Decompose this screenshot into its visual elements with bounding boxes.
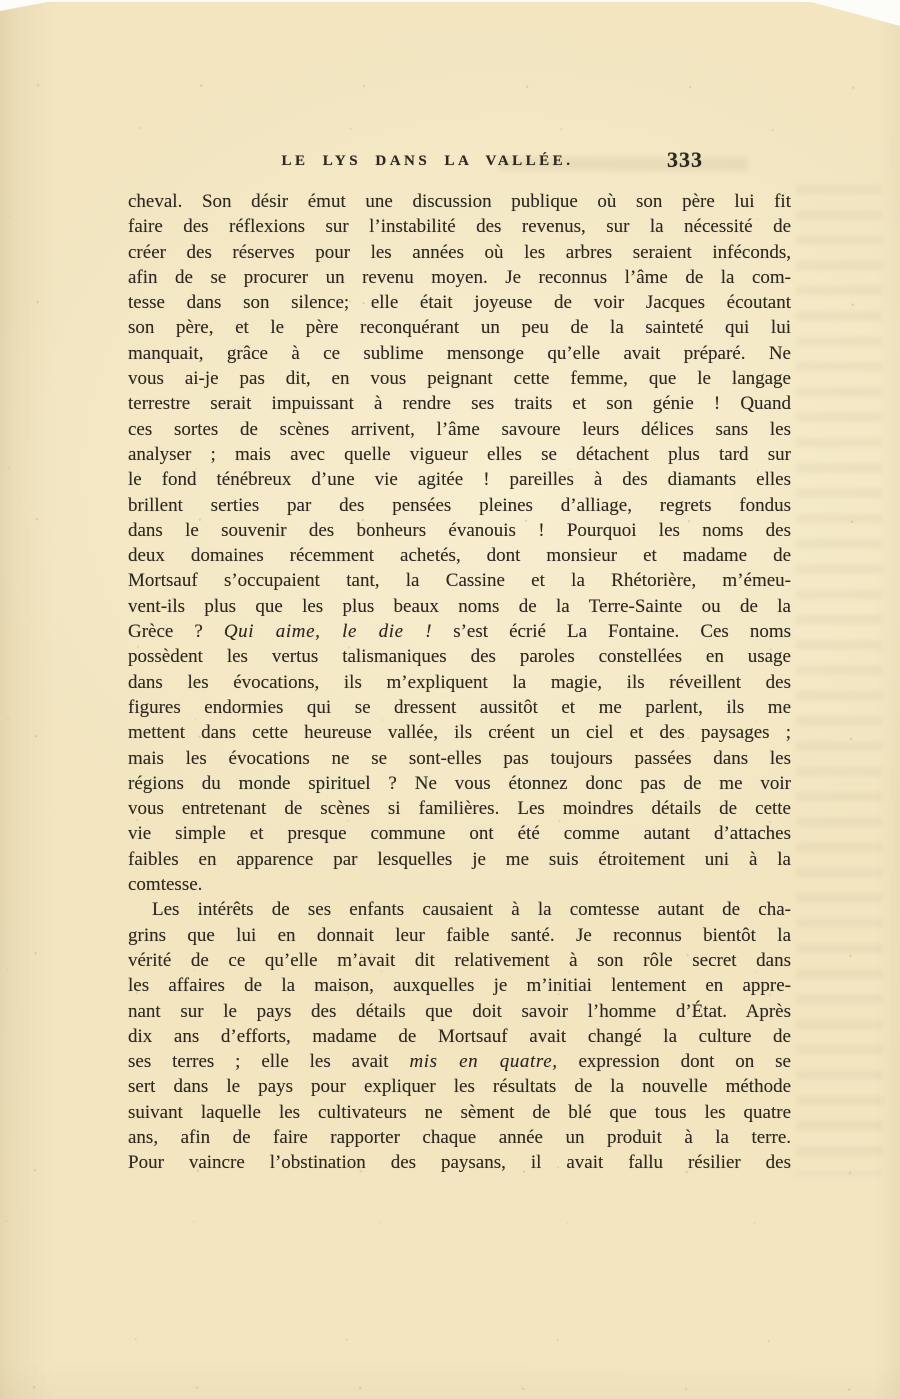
body-text	[128, 189, 791, 1176]
text-segment: ses terres ; elle les avait	[128, 1051, 410, 1073]
italic-phrase: Qui aime, le die !	[223, 621, 433, 643]
text-segment: Grèce ?	[128, 621, 224, 643]
text-line: vent-ils plus que les plus beaux noms de la Terre-Sainte ou de la	[128, 595, 791, 617]
text-line: figures endormies qui se dressent aussitôt et me parlent, ils me	[128, 696, 791, 718]
text-line: manquait, grâce à ce sublime mensonge qu’elle avait préparé. Ne	[128, 342, 791, 364]
text-line: ans, afin de faire rapporter chaque année un produit à la terre.	[128, 1126, 791, 1148]
text-line: nant sur le pays des détails que doit savoir l’homme d’État. Après	[128, 1000, 791, 1022]
text-line: mais les évocations ne se sont-elles pas toujours passées dans les	[128, 747, 791, 769]
header-title: LE LYS DANS LA VALLÉE.	[281, 153, 574, 169]
text-line: deux domaines récemment achetés, dont monsieur et madame de	[128, 545, 791, 567]
text-line: brillent serties par des pensées pleines d’alliage, regrets fondus	[128, 494, 791, 516]
text-line	[128, 619, 791, 644]
text-line: possèdent les vertus talismaniques des paroles constellées en usage	[128, 646, 791, 668]
text-line: sert dans le pays pour expliquer les résultats de la nouvelle méthode	[128, 1076, 791, 1098]
text-line: Pour vaincre l’obstination des paysans, il avait fallu résilier des	[128, 1152, 791, 1174]
text-line: grins que lui en donnait leur faible santé. Je reconnus bientôt la	[128, 924, 791, 946]
scan-edge-top	[0, 0, 900, 2]
text-line: son père, et le père reconquérant un peu de la sainteté qui lui	[128, 317, 791, 339]
text-line: comtesse.	[128, 874, 203, 896]
text-line: vous ai-je pas dit, en vous peignant cette femme, que le langage	[128, 368, 791, 390]
text-line: vérité de ce qu’elle m’avait dit relativement à son rôle secret dans	[128, 949, 791, 971]
text-line: terrestre serait impuissant à rendre ses traits et son génie ! Quand	[128, 393, 791, 415]
text-line: les affaires de la maison, auxquelles je m’initiai lentement en appre-	[128, 975, 791, 997]
text-line: dans le souvenir des bonheurs évanouis ! Pourquoi les noms des	[128, 519, 791, 541]
text-line: afin de se procurer un revenu moyen. Je reconnus l’âme de la com-	[128, 266, 791, 288]
text-line: tesse dans son silence; elle était joyeuse de voir Jacques écoutant	[128, 292, 791, 314]
text-line: cheval. Son désir émut une discussion publique où son père lui fit	[128, 191, 791, 212]
text-line	[128, 1049, 791, 1074]
text-line: dix ans d’efforts, madame de Mortsauf avait changé la culture de	[128, 1025, 791, 1047]
text-line: le fond ténébreux d’une vie agitée ! pareilles à des diamants elles	[128, 469, 791, 491]
text-line: créer des réserves pour les années où les arbres seraient inféconds,	[128, 241, 791, 263]
text-line: mettent dans cette heureuse vallée, ils créent un ciel et des paysages ;	[128, 722, 791, 744]
text-segment: expression dont on se	[557, 1051, 791, 1073]
text-line: dans les évocations, ils m’expliquent la magie, ils réveillent des	[128, 671, 791, 693]
text-segment: s’est écrié La Fontaine. Ces noms	[432, 621, 791, 643]
text-line: vous entretenant de scènes si familières. Les moindres détails de cette	[128, 798, 791, 820]
text-line: suivant laquelle les cultivateurs ne sèment de blé que tous les quatre	[128, 1101, 791, 1123]
text-line: vie simple et presque commune ont été comme autant d’attaches	[128, 823, 791, 845]
text-line: ces sortes de scènes arrivent, l’âme savoure leurs délices sans les	[128, 418, 791, 440]
text-line: faire des réflexions sur l’instabilité des revenus, sur la nécessité de	[128, 216, 791, 238]
text-line: régions du monde spirituel ? Ne vous étonnez donc pas de me voir	[128, 772, 791, 794]
text-line: Mortsauf s’occupaient tant, la Cassine et la Rhétorière, m’émeu-	[128, 570, 791, 592]
text-line: faibles en apparence par lesquelles je me suis étroitement uni à la	[128, 848, 791, 870]
text-line: analyser ; mais avec quelle vigueur elles se détachent plus tard sur	[128, 443, 791, 465]
page-number: 333	[667, 147, 703, 172]
italic-phrase: mis en quatre,	[409, 1051, 558, 1073]
text-line: Les intérêts de ses enfants causaient à la comtesse autant de cha-	[152, 899, 791, 921]
